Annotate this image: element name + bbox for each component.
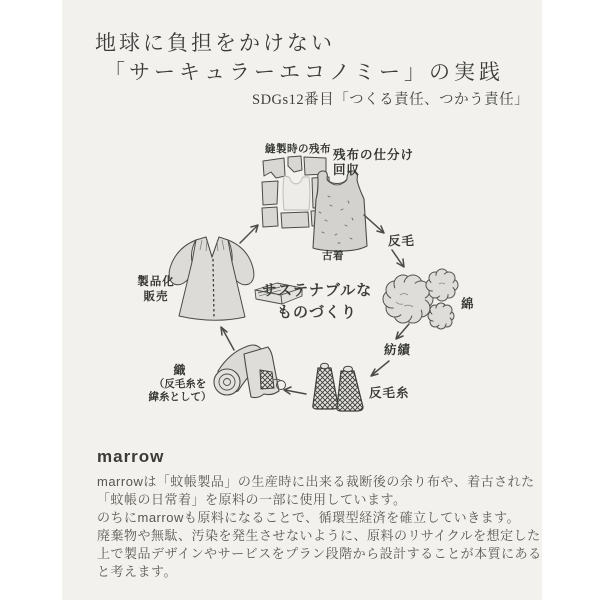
caption-line1: サステナブルな (261, 282, 373, 299)
about-line: 廃棄物や無駄、汚染を発生させないように、原料のリサイクルを想定した (97, 528, 541, 543)
fabric-roll-illustration (214, 345, 286, 398)
about-line: 「蚊帳の日常着」を原料の一部に使用しています。 (97, 492, 407, 507)
label-productization: 製品化 (137, 276, 175, 288)
label-old-clothes: 古着 (322, 250, 344, 262)
label-garnetting: 反毛 (388, 234, 416, 248)
about-line: 上で製品デザインやサービスをプラン段階から設計することが本質にある (97, 546, 542, 561)
label-collection: 回収 (333, 163, 361, 177)
headline-line2: 「サーキュラーエコノミー」の実践 (104, 60, 504, 84)
arrow-oldclothes-to-garnetting (364, 215, 384, 233)
headline-line1: 地球に負担をかけない (95, 31, 335, 55)
caption-line2: ものづくり (276, 304, 357, 321)
label-recycled-yarn: 反毛糸 (369, 386, 410, 400)
arrow-spinning-to-yarn (371, 361, 389, 376)
label-productization-group (128, 275, 184, 304)
label-cotton: 綿 (461, 297, 475, 311)
old-clothes-illustration (313, 171, 367, 251)
label-weaving-note1: （反毛糸を (153, 378, 207, 390)
about-line: と考えます。 (97, 564, 177, 579)
cotton-illustration (383, 269, 458, 329)
label-spinning: 紡績 (384, 343, 412, 357)
label-weaving-group (140, 361, 220, 403)
label-weaving-note2: 緯糸として） (148, 390, 212, 403)
about-line: のちにmarrowも原料になることで、循環型経済を確立していきます。 (97, 510, 521, 525)
diagram-center-caption (247, 280, 387, 324)
label-sales: 販売 (143, 290, 169, 303)
arrow-weaving-to-product (221, 327, 234, 350)
label-sewing-scraps: 縫製時の残布 (265, 143, 331, 155)
brand-title: marrow (97, 447, 165, 466)
arrow-cotton-to-spinning (396, 324, 409, 339)
label-weaving: 織 (173, 363, 187, 377)
label-sorting: 残布の仕分け (333, 148, 415, 162)
arrow-yarn-to-weaving (284, 387, 306, 394)
arrow-product-to-scraps (240, 225, 258, 243)
yarn-cones-illustration (313, 363, 363, 411)
about-line: marrowは「蚊帳製品」の生産時に出来る裁断後の余り布や、着古された (97, 474, 535, 489)
headline-subtitle: SDGs12番目「つくる責任、つかう責任」 (252, 92, 530, 108)
arrow-garnetting-to-cotton (392, 250, 404, 267)
